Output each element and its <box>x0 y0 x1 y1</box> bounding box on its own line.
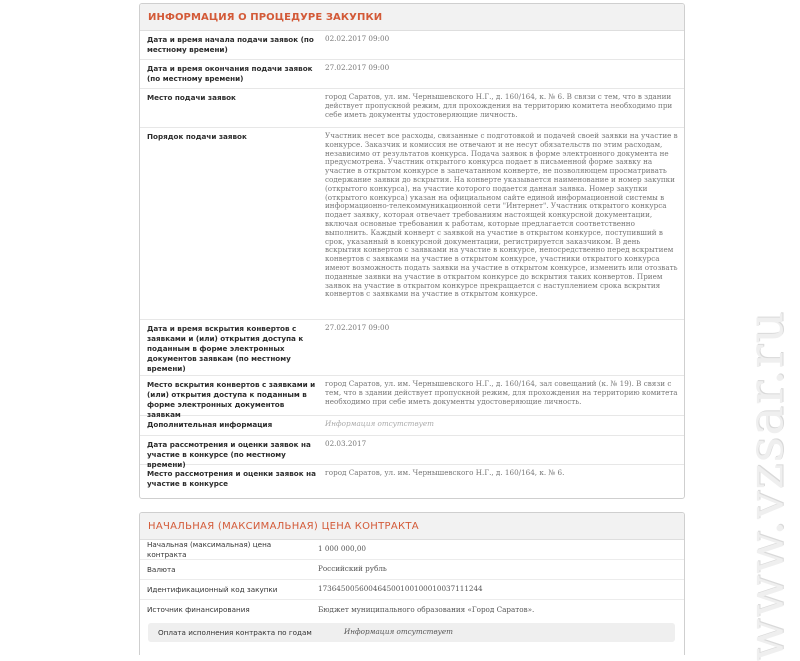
info-row <box>140 560 684 580</box>
row-value: 1 000 000,00 <box>318 544 367 554</box>
info-row <box>140 376 684 419</box>
row-label: Дата и время окончания подачи заявок (по местному времени) <box>147 64 313 83</box>
row-label: Дата и время начала подачи заявок (по местному времени) <box>147 35 314 54</box>
row-label: Дополнительная информация <box>147 420 273 429</box>
info-row <box>140 436 684 469</box>
watermark <box>730 310 800 661</box>
row-label: Порядок подачи заявок <box>147 132 247 141</box>
info-row <box>140 416 684 436</box>
row-value: 27.02.2017 09:00 <box>325 63 390 72</box>
empty-value: Информация отсутствует <box>325 419 434 428</box>
row-label: Место вскрытия конвертов с заявками и (или) открытия доступа к поданным в форме электронных документов заявкам <box>147 380 316 419</box>
contract-price-panel <box>139 512 685 655</box>
row-value: Участник несет все расходы, связанные с подготовкой и подачей своей заявки на участие в конкурсе. Заказчик и комиссия не отвечают и не несут обязательств по этим расходам, независимо от результатов конкурса. Подача заявок в форме электронного документа не предусмотрена. Участник открытого конкурса подает в письменной форме заявку на участие в открытом конкурсе в запечатанном конверте, не позволяющем просматривать содержание заявки до вскрытия. На конверте указывается наименование и номер закупки (открытого конкурса), на участие которого подается данная заявка. Номер закупки (открытого конкурса) указан на официальном сайте единой информационной системы в информационно-телекоммуникационной сети "Интернет". Участник открытого конкурса подает заявку, которая отвечает требованиям настоящей конкурсной документации, включая основные требования к работам, которые предлагается соответственно выполнить. Каждый конверт с заявкой на участие в открытом конкурсе, поступивший в срок, указанный в конкурсной документации, регистрируется заказчиком. В день вскрытия конвертов с заявками на участие в конкурсе, непосредственно перед вскрытием конвертов с заявками на участие в открытом конкурсе, участники открытого конкурса имеют возможность подать заявки на участие в открытом конкурсе, изменить или отозвать поданные заявки на участие в открытом конкурсе до вскрытия таких конвертов. Прием заявок на участие в открытом конкурсе прекращается с наступлением срока вскрытия конвертов с заявками на участие в открытом конкурсе. <box>325 131 678 299</box>
contract-price-title: НАЧАЛЬНАЯ (МАКСИМАЛЬНАЯ) ЦЕНА КОНТРАКТА <box>140 513 684 540</box>
row-label: Начальная (максимальная) цена контракта <box>147 539 272 559</box>
watermark-text: www.vzsar.ru <box>736 310 795 661</box>
info-row <box>140 540 684 560</box>
row-value: 02.02.2017 09:00 <box>325 34 390 43</box>
row-label: Место подачи заявок <box>147 93 236 102</box>
row-label: Оплата исполнения контракта по годам <box>158 627 312 637</box>
info-row <box>140 89 684 128</box>
info-row <box>140 580 684 600</box>
info-row <box>140 600 684 620</box>
row-value: Бюджет муниципального образования «Город Саратов». <box>318 604 535 614</box>
row-value: город Саратов, ул. им. Чернышевского Н.Г., д. 160/164, к. № 6. В связи с тем, что в здании действует пропускной режим, для прохождения на территорию комитета необходимо при себе иметь документы удостоверяющие личность. <box>325 92 673 119</box>
info-row <box>140 31 684 60</box>
row-label: Валюта <box>147 564 176 574</box>
row-label: Дата рассмотрения и оценки заявок на участие в конкурсе (по местному времени) <box>147 440 311 469</box>
payment-by-years-row <box>148 623 675 642</box>
row-value: Российский рубль <box>318 564 387 574</box>
info-row <box>140 128 684 320</box>
row-value: 02.03.2017 <box>325 439 367 448</box>
row-label: Источник финансирования <box>147 605 250 614</box>
row-value: город Саратов, ул. им. Чернышевского Н.Г., д. 160/164, к. № 6. <box>325 468 565 477</box>
row-label: Дата и время вскрытия конвертов с заявками и (или) открытия доступа к поданным в форме электронных документов заявкам (по местному времени) <box>147 324 304 373</box>
empty-value: Информация отсутствует <box>344 627 453 637</box>
info-row <box>140 60 684 89</box>
row-value: город Саратов, ул. им. Чернышевского Н.Г., д. 160/164, зал совещаний (к. № 19). В связи с тем, что в здании действует пропускной режим, для прохождения на территорию комитета необходимо при себе иметь документы удостоверяющие личность. <box>325 379 678 406</box>
info-row <box>140 465 684 494</box>
row-value: 173645005600464500100100010037111244 <box>318 584 483 594</box>
procurement-procedure-panel <box>139 3 685 499</box>
info-row <box>140 320 684 376</box>
row-label: Идентификационный код закупки <box>147 584 278 594</box>
row-value: 27.02.2017 09:00 <box>325 323 390 332</box>
procurement-procedure-title: ИНФОРМАЦИЯ О ПРОЦЕДУРЕ ЗАКУПКИ <box>140 4 684 31</box>
row-label: Место рассмотрения и оценки заявок на участие в конкурсе <box>147 469 316 488</box>
